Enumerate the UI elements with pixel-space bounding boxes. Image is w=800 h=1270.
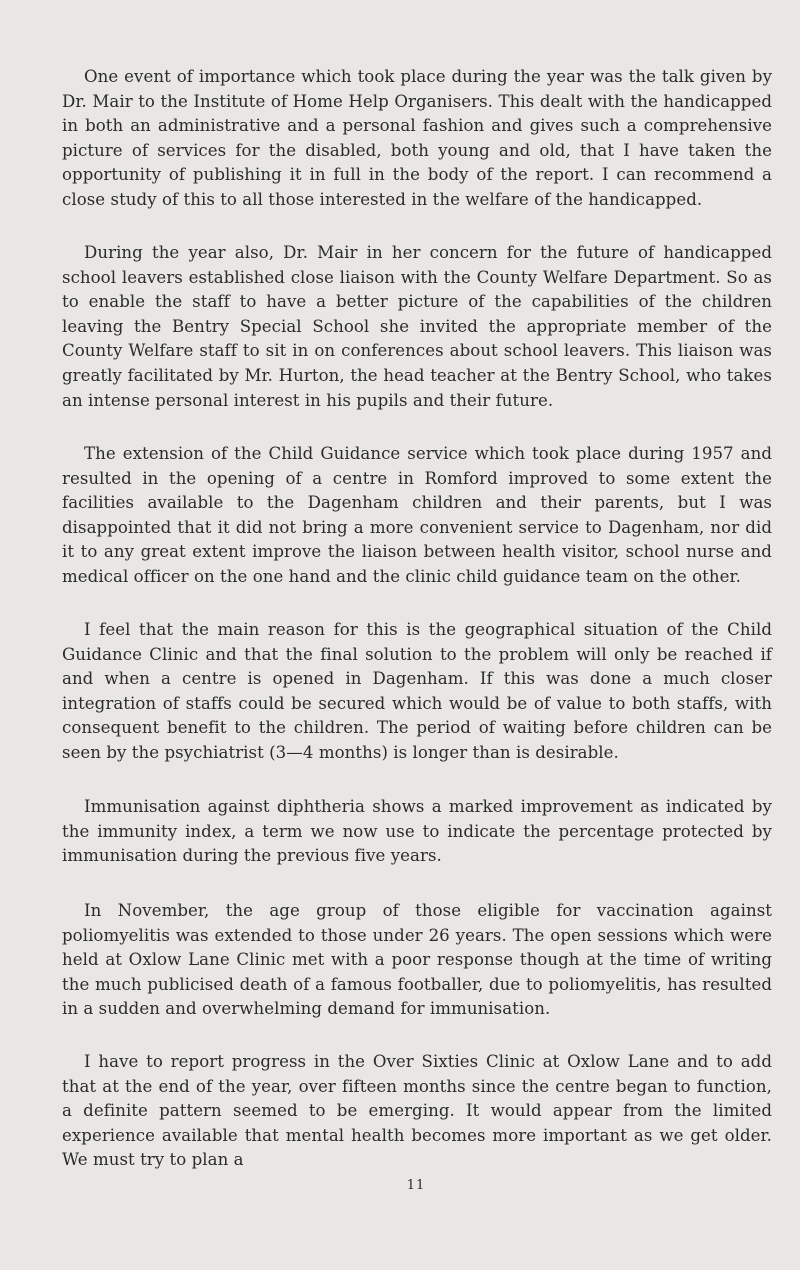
paragraph-dr-mair-talk: One event of importance which took place during the year was the talk given by Dr. Mair to the Institute of Home Help Organisers. This dealt with the handicapped in both an administrative and a personal fashion and gives such a comprehensive picture of services for the disabled, both young and old, that I have taken the opportunity of publishing it in full in the body of the report. I can recommend a close study of this to all those interested in the welfare of the handicapped.	[62, 67, 772, 209]
paragraph-school-leavers-liaison: During the year also, Dr. Mair in her concern for the future of handicapped school leavers established close liaison with the County Welfare Department. So as to enable the staff to have a better picture of the capabilities of the children leaving the Bentry Special School she invited the appropriate member of the County Welfare staff to sit in on conferences about school leavers. This liaison was greatly facilitated by Mr. Hurton, the head teacher at the Bentry School, who takes an intense personal interest in his pupils and their future.	[62, 243, 772, 410]
page-number: 11	[406, 1178, 426, 1193]
paragraph-diphtheria-immunisation: Immunisation against diphtheria shows a marked improvement as indicated by the immunity index, a term we now use to indicate the percentage protected by immunisation during the previous five years.	[62, 797, 772, 866]
paragraph-poliomyelitis-vaccination: In November, the age group of those eligible for vaccination against poliomyelitis was extended to those under 26 years. The open sessions which were held at Oxlow Lane Clinic met with a poor response though at the time of writing the much publicised death of a famous footballer, due to poliomyelitis, has resulted in a sudden and overwhelming demand for immunisation.	[62, 901, 772, 1019]
paragraph-child-guidance-extension: The extension of the Child Guidance service which took place during 1957 and resulted in the opening of a centre in Romford improved to some extent the facilities available to the Dagenham children and their parents, but I was disappointed that it did not bring a more convenient service to Dagenham, nor did it to any great extent improve the liaison between health visitor, school nurse and medical officer on the one hand and the clinic child guidance team on the other.	[62, 444, 772, 586]
paragraph-geographical-situation: I feel that the main reason for this is the geographical situation of the Child Guidance Clinic and that the final solution to the problem will only be reached if and when a centre is opened in Dagenham. If this was done a much closer integration of staffs could be secured which would be of value to both staffs, with consequent benefit to the children. The period of waiting before children can be seen by the psychiatrist (3—4 months) is longer than is desirable.	[62, 620, 772, 762]
paragraph-over-sixties-clinic: I have to report progress in the Over Sixties Clinic at Oxlow Lane and to add that at the end of the year, over fifteen months since the centre began to function, a definite pattern seemed to be emerging. It would appear from the limited experience available that mental health becomes more important as we get older. We must try to plan a	[62, 1052, 772, 1170]
